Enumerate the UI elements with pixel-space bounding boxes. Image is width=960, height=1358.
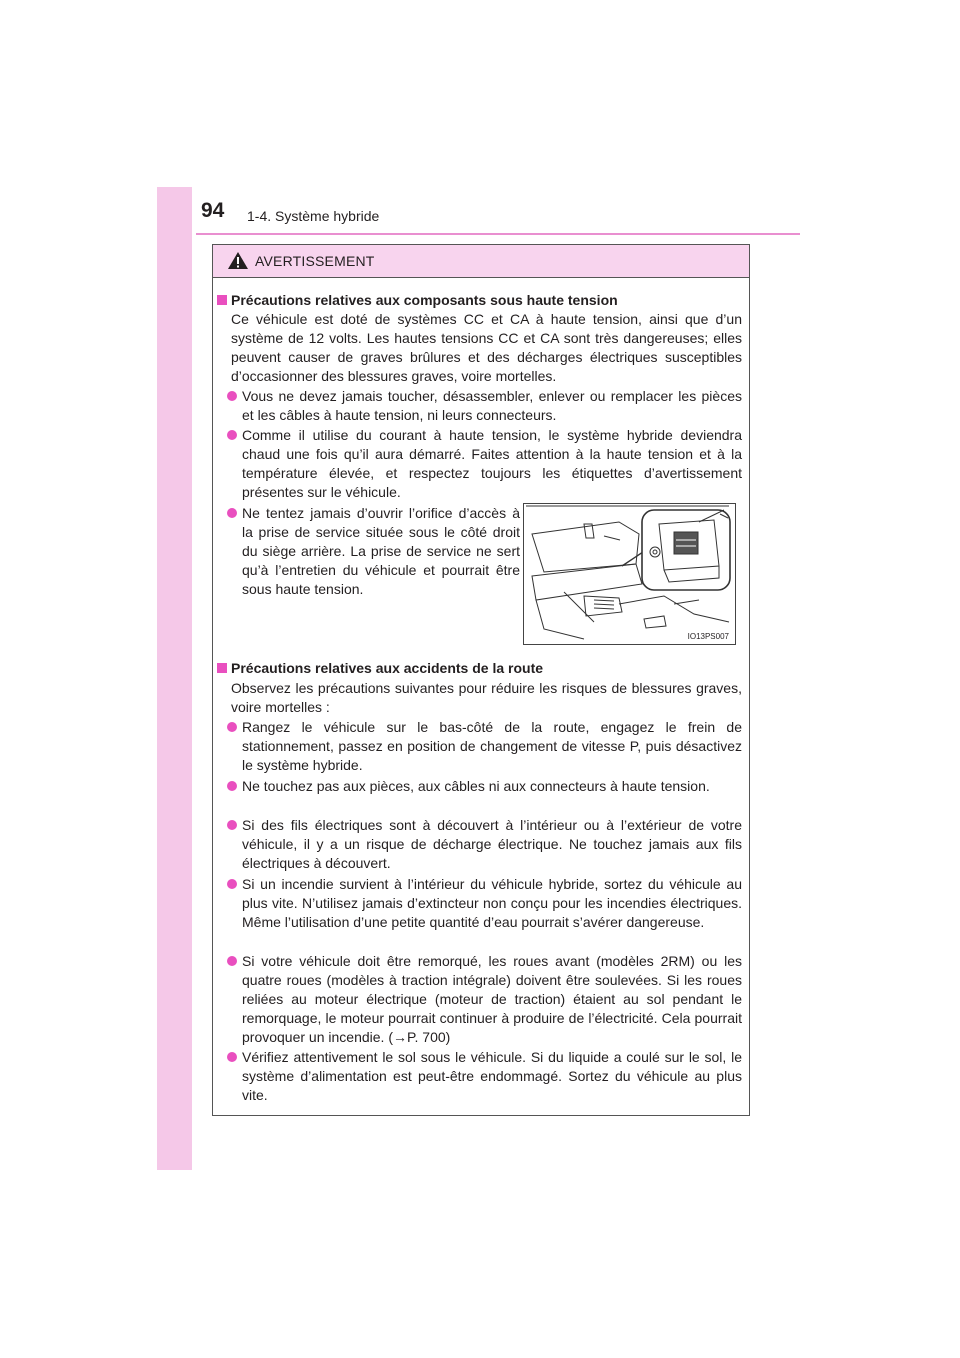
service-plug-illustration bbox=[523, 503, 736, 645]
chapter-side-tab bbox=[157, 187, 192, 1170]
square-bullet-icon bbox=[217, 295, 227, 305]
circle-bullet-icon bbox=[227, 879, 237, 889]
list-item: Vous ne devez jamais toucher, désassembler, enlever ou remplacer les pièces et les câbles à haute tension, ni leurs connecteurs. bbox=[227, 387, 742, 425]
warning-triangle-icon bbox=[227, 251, 249, 270]
square-bullet-icon bbox=[217, 663, 227, 673]
rear-seat-drawing bbox=[524, 504, 735, 644]
warning-title: AVERTISSEMENT bbox=[255, 253, 375, 269]
circle-bullet-icon bbox=[227, 820, 237, 830]
section-intro: Observez les précautions suivantes pour réduire les risques de blessures graves, voire mortelles : bbox=[231, 680, 742, 715]
header-rule bbox=[196, 233, 800, 235]
section-title: 1-4. Système hybride bbox=[247, 208, 380, 224]
page-number: 94 bbox=[201, 199, 225, 222]
section-intro: Ce véhicule est doté de systèmes CC et CA à haute tension, ainsi que d’un système de 12 volts. Les hautes tensions CC et CA sont très dangereuses; elles peuvent causer de graves brûlures et des décharges électriques susceptibles d’occasionner des blessures graves, voire mortelles. bbox=[231, 311, 742, 384]
list-item: Si un incendie survient à l’intérieur du véhicule hybride, sortez du véhicule au plus vite. N’utilisez jamais d’extincteur non conçu pour les incendies électriques. Même l’utilisation d’une petite quantité d’eau pourrait s’avérer dangereuse. bbox=[227, 875, 742, 932]
list-item: Ne touchez pas aux pièces, aux câbles ni aux connecteurs à haute tension. bbox=[227, 777, 742, 796]
circle-bullet-icon bbox=[227, 391, 237, 401]
circle-bullet-icon bbox=[227, 1052, 237, 1062]
circle-bullet-icon bbox=[227, 508, 237, 518]
warning-box bbox=[212, 244, 750, 1116]
figure-code: IO13PS007 bbox=[687, 632, 729, 641]
section-heading-road-accidents: Précautions relatives aux accidents de la route bbox=[217, 659, 543, 677]
list-item: Comme il utilise du courant à haute tension, le système hybride deviendra chaud une fois qu’il aura démarré. Faites attention à la haute tension et à la température élevée, et respectez toujours les étiquettes d’avertissement présentes sur le véhicule. bbox=[227, 426, 742, 502]
warning-header bbox=[213, 245, 749, 278]
list-item: Rangez le véhicule sur le bas-côté de la route, engagez le frein de stationnement, passez en position de changement de vitesse P, puis désactivez le système hybride. bbox=[227, 718, 742, 775]
section-heading-high-voltage: Précautions relatives aux composants sous haute tension bbox=[217, 291, 618, 309]
list-item: Si votre véhicule doit être remorqué, les roues avant (modèles 2RM) ou les quatre roues (modèles à traction intégrale) doivent être soulevées. Si les roues reliées au moteur électrique (moteur de traction) étaient au sol pendant le remorquage, le moteur pourrait continuer à produire de l’électricité. Cela pourrait provoquer un incendie. (→P. 700) bbox=[227, 952, 742, 1047]
list-item: Ne tentez jamais d’ouvrir l’orifice d’accès à la prise de service située sous le côté droit du siège arrière. La prise de service ne sert qu’à l’entretien du véhicule et pourrait être sous haute tension. bbox=[227, 504, 520, 599]
circle-bullet-icon bbox=[227, 781, 237, 791]
circle-bullet-icon bbox=[227, 722, 237, 732]
circle-bullet-icon bbox=[227, 430, 237, 440]
circle-bullet-icon bbox=[227, 956, 237, 966]
list-item: Si des fils électriques sont à découvert à l’intérieur ou à l’extérieur de votre véhicule, il y a un risque de décharge électrique. Ne touchez jamais aux fils électriques à découvert. bbox=[227, 816, 742, 873]
list-item: Vérifiez attentivement le sol sous le véhicule. Si du liquide a coulé sur le sol, le système d’alimentation est peut-être endommagé. Sortez du véhicule au plus vite. bbox=[227, 1048, 742, 1105]
